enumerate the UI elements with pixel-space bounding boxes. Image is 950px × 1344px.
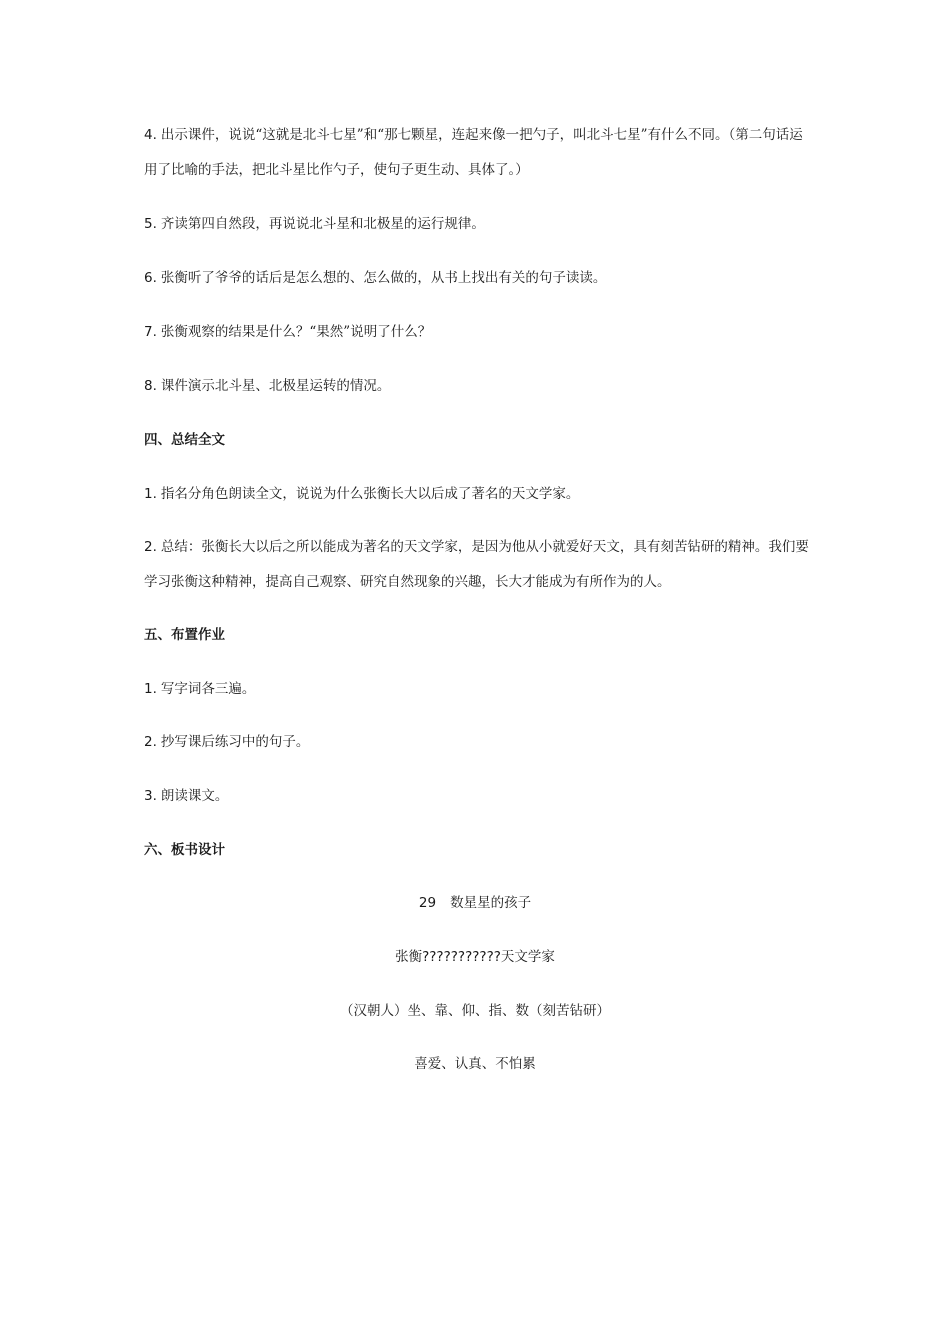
list-item-4 xyxy=(144,118,812,188)
list-item-6 xyxy=(144,268,812,288)
item-text: 总结：张衡长大以后之所以能成为著名的天文学家，是因为他从小就爱好天文，具有刻苦钻研的精神。我们要学习张衡这种精神，提高自己观察、研究自然现象的兴趣，长大才能成为有所作为的人。 xyxy=(144,539,809,590)
item-number: 2. xyxy=(144,734,157,750)
item-text: 课件演示北斗星、北极星运转的情况。 xyxy=(160,378,391,394)
item-text: 抄写课后练习中的句子。 xyxy=(160,734,310,750)
item-text: 齐读第四自然段，再说说北斗星和北极星的运行规律。 xyxy=(160,216,485,232)
lesson-title: 数星星的孩子 xyxy=(450,895,532,911)
list-item-homework-3 xyxy=(144,786,812,806)
section-heading-board-design: 六、板书设计 xyxy=(144,842,225,858)
item-number: 1. xyxy=(144,681,157,697)
item-text: 朗读课文。 xyxy=(160,788,229,804)
item-text: 写字词各三遍。 xyxy=(160,681,256,697)
board-text: 天文学家 xyxy=(500,949,555,965)
item-number: 7. xyxy=(144,324,157,340)
item-text: 张衡听了爷爷的话后是怎么想的、怎么做的，从书上找出有关的句子读读。 xyxy=(160,270,607,286)
item-text: 出示课件，说说“这就是北斗七星”和“那七颗星，连起来像一把勺子，叫北斗七星”有什么不同。（第二句话运用了比喻的手法，把北斗星比作勺子，使句子更生动、具体了。） xyxy=(144,127,803,178)
board-placeholder: ??????????? xyxy=(422,949,501,965)
list-item-homework-1 xyxy=(144,679,812,699)
item-number: 1. xyxy=(144,486,157,502)
board-line-1 xyxy=(0,947,950,967)
board-text: 张衡 xyxy=(395,949,423,965)
list-item-8 xyxy=(144,376,812,396)
item-text: 指名分角色朗读全文，说说为什么张衡长大以后成了著名的天文学家。 xyxy=(160,486,580,502)
board-title xyxy=(0,893,950,913)
list-item-homework-2 xyxy=(144,732,812,752)
list-item-summary-2 xyxy=(144,530,812,600)
section-heading-homework: 五、布置作业 xyxy=(144,627,225,643)
item-number: 3. xyxy=(144,788,157,804)
list-item-5 xyxy=(144,214,812,234)
board-line-2: （汉朝人）坐、靠、仰、指、数（刻苦钻研） xyxy=(340,1003,610,1019)
item-number: 4. xyxy=(144,127,157,143)
item-text: 张衡观察的结果是什么？“果然”说明了什么？ xyxy=(160,324,432,340)
item-number: 8. xyxy=(144,378,157,394)
section-heading-summary: 四、总结全文 xyxy=(144,432,225,448)
list-item-summary-1 xyxy=(144,484,812,504)
item-number: 6. xyxy=(144,270,157,286)
board-line-3: 喜爱、认真、不怕累 xyxy=(414,1056,536,1072)
item-number: 5. xyxy=(144,216,157,232)
item-number: 2. xyxy=(144,539,157,555)
lesson-number: 29 xyxy=(418,895,437,911)
list-item-7 xyxy=(144,322,812,342)
